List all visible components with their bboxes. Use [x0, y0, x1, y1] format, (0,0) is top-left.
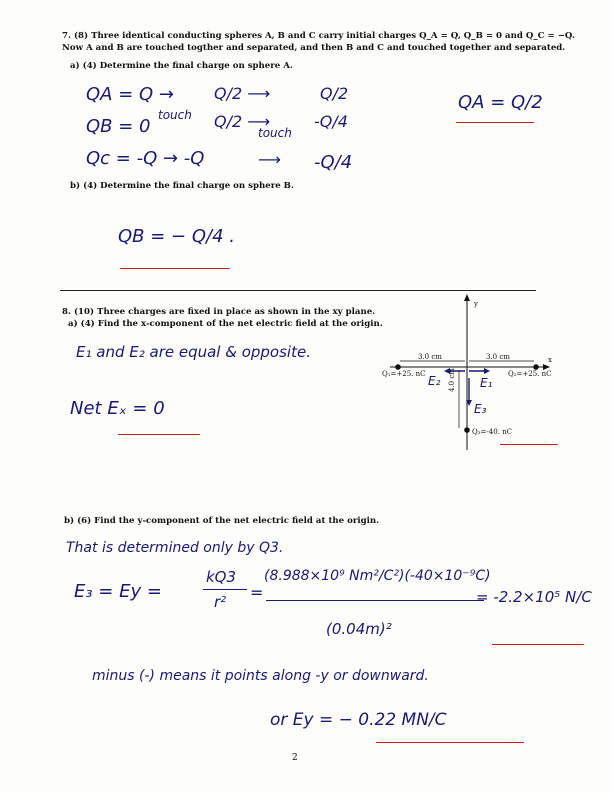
hw-eq: =: [250, 583, 264, 602]
hw-qb-row: QB = 0: [86, 116, 151, 137]
e1-arrowhead: [484, 368, 490, 374]
field-label-e2: E₂: [428, 374, 441, 388]
hw-final-c: -Q/4: [314, 152, 353, 173]
hw-final-b: -Q/4: [314, 112, 348, 131]
hw-touch-2: touch: [258, 126, 292, 140]
problem7-statement-line1: 7. (8) Three identical conducting spheres A, B and C carry initial charges Q_A = Q, Q_B = 0 and Q_C = −Q.: [62, 31, 575, 41]
problem8-part-a: a) (4) Find the x-component of the net electric field at the origin.: [68, 319, 383, 329]
hw-touch-1: touch: [158, 108, 192, 122]
hw-frac-den-right: (0.04m)²: [326, 620, 392, 638]
axis-label-x: x: [548, 356, 552, 364]
hw-determined: That is determined only by Q3.: [66, 540, 284, 556]
diagram-underline: [500, 444, 558, 445]
problem7-part-b: b) (4) Determine the final charge on sphere B.: [70, 181, 294, 191]
answer-qb-underline: [120, 268, 230, 269]
dist-left-label: 3.0 cm: [418, 353, 442, 361]
hw-frac-num-right: (8.988×10⁹ Nm²/C²)(-40×10⁻⁹C): [264, 568, 491, 584]
charge-q2-dot: [533, 364, 539, 370]
frac-bar-right: [266, 600, 484, 601]
problem8-part-b: b) (6) Find the y-component of the net electric field at the origin.: [64, 516, 380, 526]
hw-equal-opposite: E₁ and E₂ are equal & opposite.: [76, 343, 311, 361]
page-number: 2: [292, 753, 298, 763]
problem7-statement-line2: Now A and B are touched togther and separated, and then B and C and touched together and separated.: [62, 43, 566, 53]
hw-e3-lhs: E₃ = Ey =: [74, 581, 162, 602]
dist-right-label: 3.0 cm: [486, 353, 510, 361]
hw-frac-den-left: r²: [214, 593, 227, 611]
hw-mid-a: Q/2 ⟶: [214, 84, 271, 103]
charge-q3-dot: [464, 427, 470, 433]
hw-final-a: Q/2: [320, 84, 349, 103]
hw-net-ex: Net Eₓ = 0: [70, 398, 165, 419]
charge-q1-label: Q₁=+25. nC: [382, 370, 426, 378]
hw-or-ey: or Ey = − 0.22 MN/C: [270, 710, 447, 730]
hw-frac-num-left: kQ3: [206, 568, 237, 586]
hw-arrow-c: ⟶: [258, 150, 281, 169]
result-underline: [492, 644, 584, 645]
field-label-e1: E₁: [480, 376, 493, 390]
problem7-part-a: a) (4) Determine the final charge on sphere A.: [70, 61, 293, 71]
hw-qc-row: Qc = -Q → -Q: [86, 148, 205, 169]
dist-down-label: 4.0 cm: [448, 368, 456, 392]
hw-result: = -2.2×10⁵ N/C: [476, 588, 592, 606]
or-ey-underline: [376, 742, 524, 743]
charge-q1-dot: [395, 364, 401, 370]
axis-label-y: y: [474, 300, 478, 308]
hw-qa-row: QA = Q →: [86, 84, 174, 105]
field-label-e3: E₃: [474, 402, 487, 416]
net-ex-underline: [118, 434, 200, 435]
hw-minus-means: minus (-) means it points along -y or downward.: [92, 668, 429, 684]
answer-qa-underline: [456, 122, 534, 123]
answer-qb: QB = − Q/4 .: [118, 226, 235, 247]
answer-qa: QA = Q/2: [458, 92, 543, 113]
frac-bar-left: [203, 589, 247, 590]
charge-q2-label: Q₂=+25. nC: [508, 370, 552, 378]
y-axis-arrowhead: [464, 294, 470, 301]
problem8-statement: 8. (10) Three charges are fixed in place as shown in the xy plane.: [62, 307, 376, 317]
charge-q3-label: Q₃=-40. nC: [472, 428, 512, 436]
hw-mid-b: Q/2 ⟶: [214, 112, 271, 131]
section-divider: [60, 290, 536, 291]
